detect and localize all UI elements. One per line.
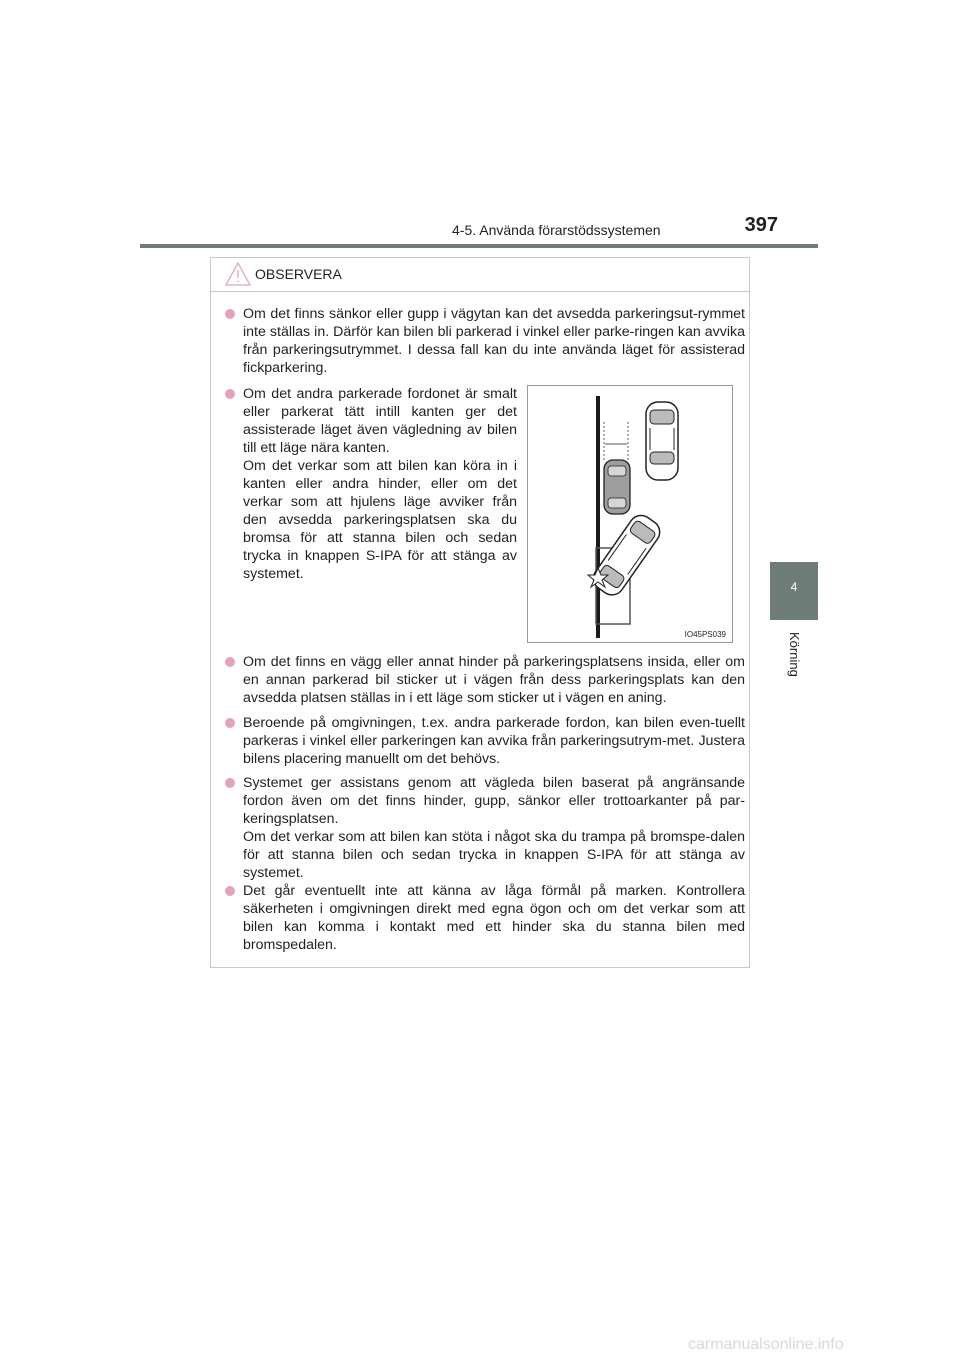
warning-item-continuation: [221, 457, 517, 583]
warning-item-text: Om det verkar som att bilen kan stöta i något ska du trampa på bromspe-dalen för att stanna bilen och sedan trycka in knappen S-IPA för att stänga av systemet.: [243, 829, 745, 881]
parking-figure: [527, 385, 733, 643]
warning-item-text: Om det finns en vägg eller annat hinder på parkeringsplatsens insida, eller om en annan parkerad bil sticker ut i vägen från dess parkeringsplats kan den avsedda platsen ställas in i ett läge som sticker ut i vägen en aning.: [243, 654, 745, 706]
warning-item-text: Om det verkar som att bilen kan köra in i kanten eller andra hinder, eller om det verkar som att hjulens läge avviker från den avsedda parkeringsplatsen ska du bromsa för att stanna bilen och sedan trycka in knappen S-IPA för att stänga av systemet.: [243, 458, 517, 582]
watermark: carmanualsonline.info: [688, 1336, 844, 1353]
warning-item-text: Det går eventuellt inte att känna av låga förmål på marken. Kontrollera säkerheten i omgivningen direkt med egna ögon och om det verkar som att bilen kan komma i kontakt med ett hinder ska du stanna bilen med bromspedalen.: [243, 883, 745, 953]
warning-item-continuation: [221, 828, 745, 882]
warning-item: [221, 714, 745, 768]
chapter-number: 4: [790, 580, 798, 594]
warning-item: [221, 305, 745, 377]
warning-item-text: Beroende på omgivningen, t.ex. andra parkerade fordon, kan bilen even-tuellt parkeras i vinkel eller parkeringen kan avvika från parkeringsutrym-met. Justera bilens placering manuellt om det behövs.: [243, 715, 745, 767]
warning-label: OBSERVERA: [255, 266, 342, 282]
page-number: 397: [744, 214, 778, 236]
parking-car-icon: [589, 511, 665, 600]
bullet-icon: [225, 309, 235, 319]
bullet-icon: [225, 778, 235, 788]
warning-item-text: Om det finns sänkor eller gupp i vägytan kan det avsedda parkeringsut-rymmet inte ställas in. Därför kan bilen bli parkerad i vinkel eller parke-ringen kan avvika från parkeringsutrymmet. I dessa fall kan du inte använda läget för assisterad fickparkering.: [243, 306, 745, 376]
figure-code: IO45PS039: [684, 630, 726, 639]
warning-item-text: Om det andra parkerade fordonet är smalt eller parkerat tätt intill kanten ger det assisterade läget även vägledning av bilen till ett läge nära kanten.: [243, 386, 517, 456]
warning-item: [221, 774, 745, 828]
parked-car-icon: [604, 460, 630, 514]
warning-item: [221, 882, 745, 954]
section-title: 4-5. Använda förarstödssystemen: [452, 222, 661, 238]
bullet-icon: [225, 657, 235, 667]
warning-triangle-icon: [225, 262, 251, 286]
bullet-icon: [225, 389, 235, 399]
warning-item-text: Systemet ger assistans genom att vägleda bilen baserat på angränsande fordon även om det finns hinder, gupp, sänkor eller trottoarkanter på par-keringsplatsen.: [243, 775, 745, 827]
header-rule: [140, 244, 818, 248]
warning-item: [221, 653, 745, 707]
parked-car-icon: [646, 402, 678, 480]
warning-header: [211, 258, 749, 292]
bullet-icon: [225, 886, 235, 896]
bullet-icon: [225, 718, 235, 728]
chapter-label: Körning: [787, 632, 802, 677]
warning-item: [221, 385, 517, 457]
chapter-tab: [770, 562, 818, 620]
parking-diagram: [528, 386, 732, 642]
warning-box: [210, 257, 750, 968]
